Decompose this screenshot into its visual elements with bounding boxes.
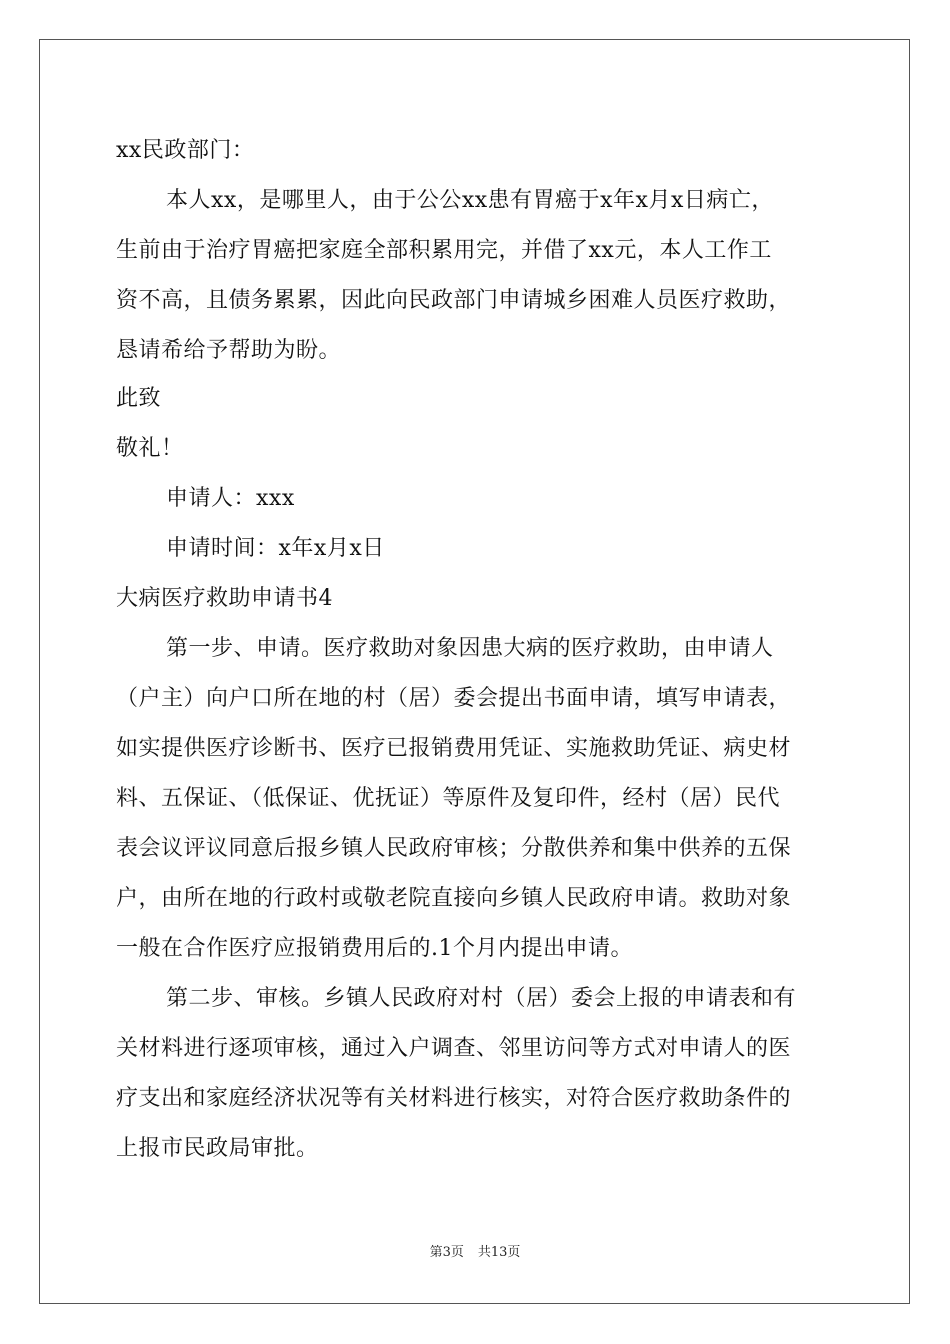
para1-line: 资不高，且债务累累，因此向民政部门申请城乡困难人员医疗救助， xyxy=(116,288,792,313)
para1-line: 本人xx，是哪里人，由于公公xx患有胃癌于x年x月x日病亡， xyxy=(166,188,774,213)
para2-line: 如实提供医疗诊断书、医疗已报销费用凭证、实施救助凭证、病史材 xyxy=(116,736,792,761)
para2-line: 户，由所在地的行政村或敬老院直接向乡镇人民政府申请。救助对象 xyxy=(116,886,792,911)
applicant-line: 申请人：xxx xyxy=(166,486,295,511)
para3-line: 第二步、审核。乡镇人民政府对村（居）委会上报的申请表和有 xyxy=(166,986,797,1011)
page-number: 第3页 xyxy=(429,1245,464,1260)
para3-line: 上报市民政局审批。 xyxy=(116,1136,319,1161)
section-title: 大病医疗救助申请书4 xyxy=(116,586,333,611)
page-border xyxy=(39,39,910,1304)
para2-line: （户主）向户口所在地的村（居）委会提出书面申请，填写申请表， xyxy=(116,686,792,711)
para2-line: 表会议评议同意后报乡镇人民政府审核；分散供养和集中供养的五保 xyxy=(116,836,792,861)
salutation: xx民政部门： xyxy=(116,138,255,163)
closing-ci-zhi: 此致 xyxy=(116,386,162,411)
para3-line: 疗支出和家庭经济状况等有关材料进行核实，对符合医疗救助条件的 xyxy=(116,1086,792,1111)
date-line: 申请时间：x年x月x日 xyxy=(166,536,385,561)
para2-line: 料、五保证、（低保证、优抚证）等原件及复印件，经村（居）民代 xyxy=(116,786,781,811)
para1-line: 生前由于治疗胃癌把家庭全部积累用完，并借了xx元，本人工作工 xyxy=(116,238,772,263)
para1-line: 恳请希给予帮助为盼。 xyxy=(116,338,342,363)
para2-line: 第一步、申请。医疗救助对象因患大病的医疗救助，由申请人 xyxy=(166,636,774,661)
page-footer xyxy=(0,1244,950,1262)
para2-line: 一般在合作医疗应报销费用后的.1个月内提出申请。 xyxy=(116,936,633,961)
closing-jing-li: 敬礼！ xyxy=(116,436,184,461)
para3-line: 关材料进行逐项审核，通过入户调查、邻里访问等方式对申请人的医 xyxy=(116,1036,792,1061)
page-total: 共13页 xyxy=(477,1245,521,1260)
